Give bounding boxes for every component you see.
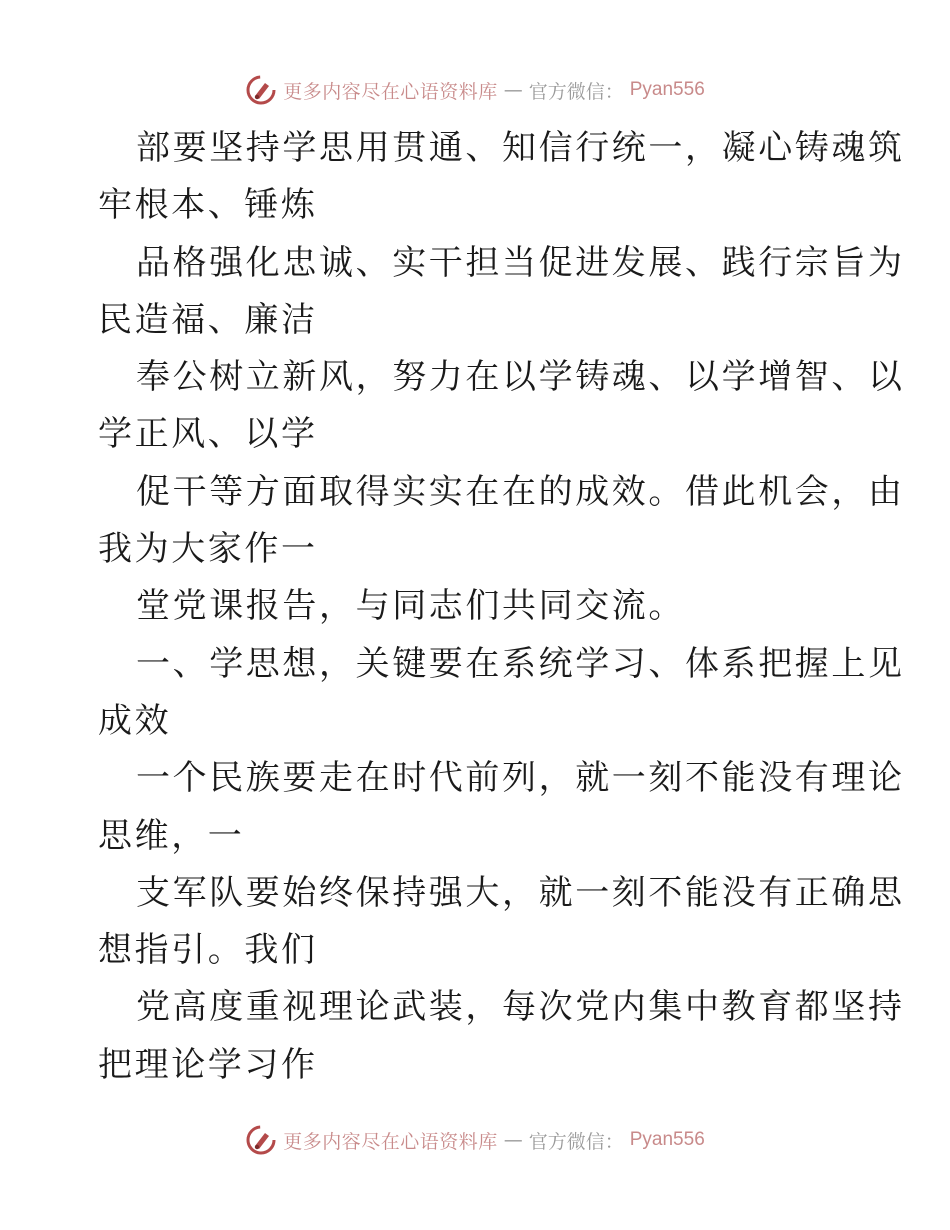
- watermark-wechat-id: Pyan556: [629, 1129, 705, 1150]
- watermark-site-text: 更多内容尽在心语资料库: [283, 1130, 498, 1153]
- text-line: 奉公树立新风，努力在以学铸魂、以学增智、以: [136, 357, 905, 398]
- document-body: [98, 120, 905, 1094]
- text-line: 把理论学习作: [98, 1044, 318, 1085]
- text-line: 促干等方面取得实实在在的成效。借此机会，由: [136, 471, 905, 512]
- watermark-label: 官方微信：: [528, 80, 624, 103]
- pen-nib-seal-icon: [245, 74, 277, 106]
- watermark-label: 官方微信：: [528, 1130, 624, 1153]
- text-line: 思维，一: [98, 815, 245, 856]
- text-line: 想指引。我们: [98, 930, 318, 971]
- header-watermark: [0, 70, 950, 110]
- text-line: 学正风、以学: [98, 414, 318, 455]
- text-line: 牢根本、锤炼: [98, 185, 318, 226]
- watermark-wechat-id: Pyan556: [629, 79, 705, 100]
- footer-watermark: [0, 1120, 950, 1160]
- text-line: 部要坚持学思用贯通、知信行统一，凝心铸魂筑: [136, 128, 905, 168]
- text-line: 我为大家作一: [98, 529, 318, 570]
- watermark-dash: —: [503, 1129, 523, 1151]
- text-line: 品格强化忠诚、实干担当促进发展、践行宗旨为: [136, 242, 905, 283]
- text-line: 民造福、廉洁: [98, 299, 318, 340]
- text-line: 一个民族要走在时代前列，就一刻不能没有理论: [136, 758, 905, 799]
- text-line: 支军队要始终保持强大，就一刻不能没有正确思: [136, 872, 905, 913]
- watermark-site-text: 更多内容尽在心语资料库: [283, 80, 498, 103]
- section-heading-line: 成效: [98, 700, 172, 741]
- section-heading-line: 一、学思想，关键要在系统学习、体系把握上见: [136, 643, 905, 684]
- pen-nib-seal-icon: [245, 1124, 277, 1156]
- text-line: 堂党课报告，与同志们共同交流。: [136, 586, 685, 627]
- text-line: 党高度重视理论武装，每次党内集中教育都坚持: [136, 987, 905, 1028]
- watermark-dash: —: [503, 79, 523, 101]
